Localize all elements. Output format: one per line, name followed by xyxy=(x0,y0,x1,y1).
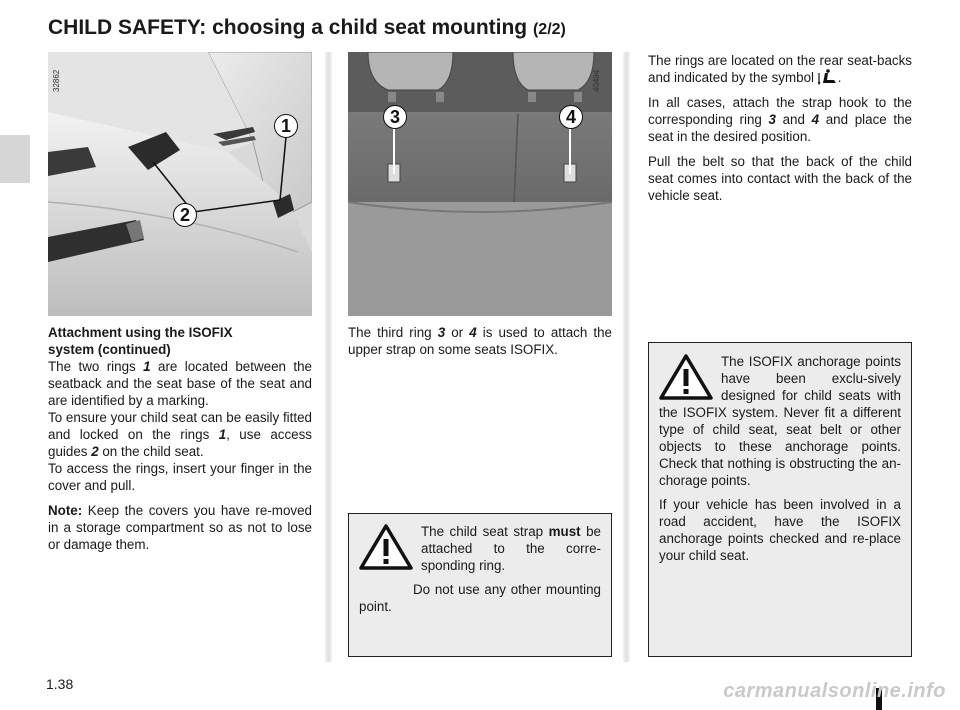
text-run: is used to attach the upper strap on some seats ISOFIX. xyxy=(348,325,612,357)
paragraph: Pull the belt so that the back of the child seat comes into contact with the back of the vehicle seat. xyxy=(648,154,912,203)
warning-triangle-icon xyxy=(659,353,713,401)
note-text: Keep the covers you have re-moved in a storage compartment so as not to lose or damage them. xyxy=(48,503,312,552)
text-run: on the child seat. xyxy=(98,444,204,459)
ring-number: 1 xyxy=(218,427,227,442)
chapter-tab xyxy=(0,135,30,183)
warning-text: The ISOFIX anchorage points have been exclu-sively designed for child seats with the ISOFIX system. Never fit a different type of child seat, seat belt or other objects to these anchorage points. Check that nothing is obstructing the an-chorage points. xyxy=(659,354,901,488)
guide-number: 2 xyxy=(91,444,99,459)
warning-box-isofix xyxy=(648,342,912,657)
ring-number: 3 xyxy=(437,325,446,340)
text-run: The two rings xyxy=(48,359,144,374)
page-number: 1.38 xyxy=(46,676,74,692)
rear-rings-section xyxy=(648,52,912,212)
text-run: . xyxy=(837,70,842,85)
section-heading xyxy=(48,324,312,358)
seat-illustration-drawing xyxy=(48,52,312,316)
text-run: be attached to the corre-sponding ring. xyxy=(421,524,601,573)
figure-id: 32862 xyxy=(52,69,61,92)
paragraph xyxy=(48,409,312,460)
callout-3: 3 xyxy=(383,105,407,129)
page-title-suffix: (2/2) xyxy=(532,21,566,38)
upper-strap-section xyxy=(348,324,612,366)
rear-seat-drawing xyxy=(348,52,612,316)
column-divider xyxy=(325,52,332,662)
callout-1: 1 xyxy=(274,114,298,138)
watermark: carmanualsonline.info xyxy=(723,680,946,702)
paragraph xyxy=(648,52,912,86)
text-run: , use access guides xyxy=(48,427,312,459)
note-label: Note: xyxy=(48,503,83,518)
figure-id: 40494 xyxy=(592,69,601,92)
child-seat-symbol-icon xyxy=(818,69,838,85)
page-title-text: CHILD SAFETY: choosing a child seat mounting xyxy=(48,16,528,39)
paragraph xyxy=(648,94,912,145)
ring-number: 4 xyxy=(811,112,820,127)
text-run: The rings are located on the rear seat-backs and indicated by the symbol xyxy=(648,53,912,85)
isofix-rings-section xyxy=(48,324,312,561)
text-run: In all cases, attach the strap hook to the corresponding ring xyxy=(648,95,912,127)
warning-box-strap xyxy=(348,513,612,657)
page-title xyxy=(48,16,566,40)
warning-text: Do not use any other mounting point. xyxy=(359,582,601,614)
emphasis: must xyxy=(548,524,581,539)
paragraph xyxy=(48,358,312,409)
note-paragraph xyxy=(48,502,312,553)
section-heading-line: Attachment using the ISOFIX xyxy=(48,325,233,340)
text-run: To ensure your child seat can be easily fitted and locked on the rings xyxy=(48,410,312,442)
isofix-seat-illustration xyxy=(48,52,312,316)
ring-number: 4 xyxy=(469,325,477,340)
paragraph: To access the rings, insert your finger in the cover and pull. xyxy=(48,461,312,493)
ring-number: 1 xyxy=(143,359,151,374)
text-run: The child seat strap xyxy=(421,524,549,539)
text-run: are located between the seatback and the seat base of the seat and are identified by a marking. xyxy=(48,359,312,408)
callout-2: 2 xyxy=(173,203,197,227)
text-run: The third ring xyxy=(348,325,438,340)
paragraph xyxy=(348,324,612,358)
column-divider xyxy=(623,52,630,662)
warning-text: If your vehicle has been involved in a road accident, have the ISOFIX anchorage points checked and re-place your child seat. xyxy=(659,497,901,563)
text-run: and place the seat in the desired position. xyxy=(648,112,912,144)
section-heading-line: system (continued) xyxy=(48,342,171,357)
text-run: and xyxy=(775,112,812,127)
callout-4: 4 xyxy=(559,105,583,129)
ring-number: 3 xyxy=(768,112,776,127)
rear-seat-illustration xyxy=(348,52,612,316)
text-run: or xyxy=(445,325,470,340)
warning-triangle-icon xyxy=(359,523,413,571)
